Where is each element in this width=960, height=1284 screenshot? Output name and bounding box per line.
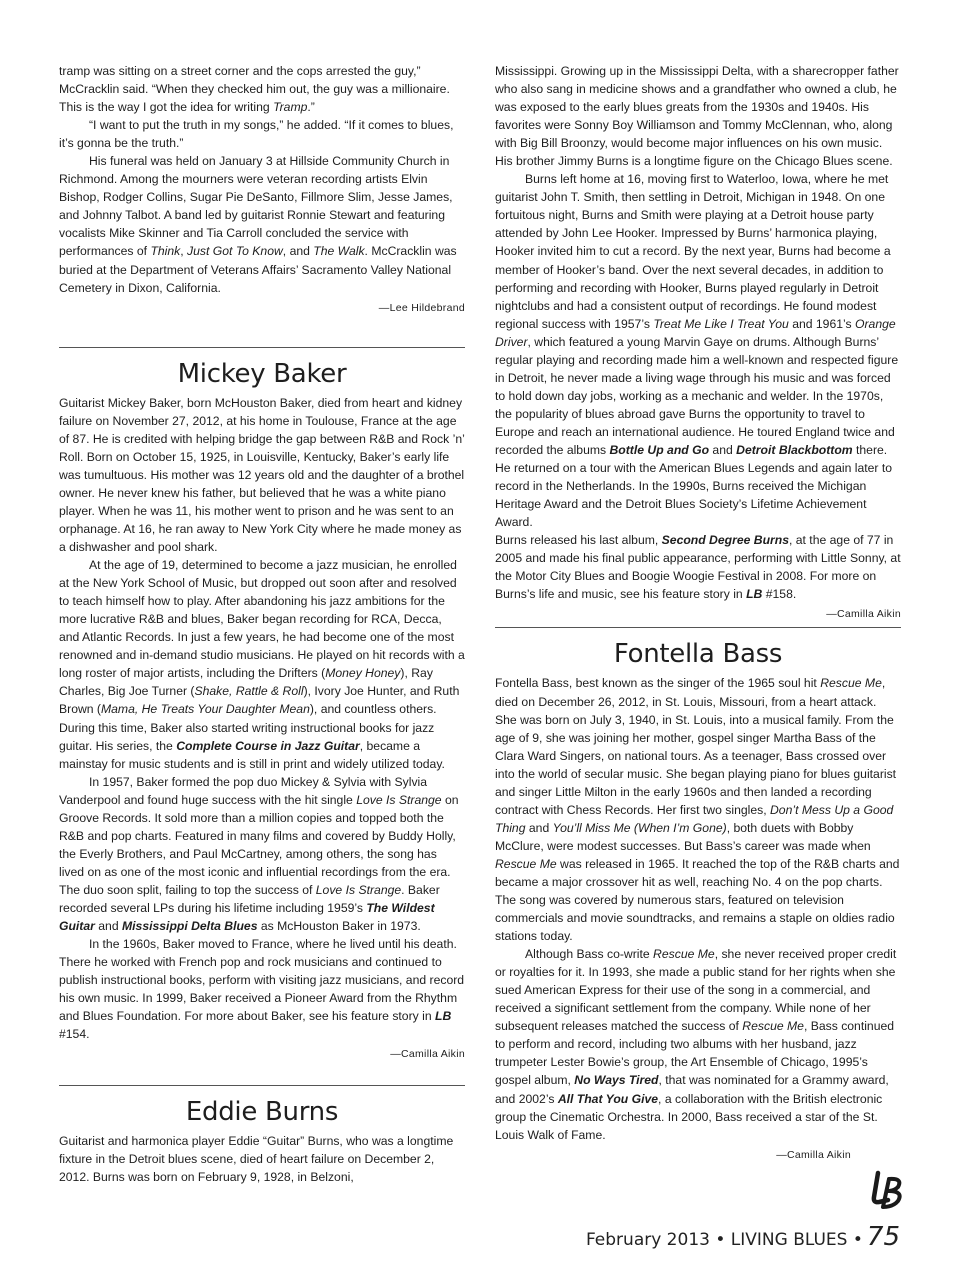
section-divider — [495, 627, 901, 628]
author-signature: —Camilla Aikin — [390, 1048, 465, 1061]
magazine-abbrev: LB — [435, 1009, 452, 1024]
song-title: Treat Me Like I Treat You — [653, 316, 789, 331]
section-divider — [59, 347, 465, 348]
song-title: Orange Driver — [495, 316, 896, 349]
album-title: Mississippi Delta Blues — [122, 919, 258, 934]
baker-paragraph: Guitarist Mickey Baker, born McHouston Baker, died from heart and kidney failure on November 27, 2012, at his home in Toulouse, France at the age of 87. He is credited with helping bridge the gap between R&B and Rock ’n’ Roll. Born on October 15, 1925, in Louisville, Kentucky, Baker’s early life was tumultuous. His mother was 12 years old and the daughter of a brothel owner. He never knew his father, but believed that he was a white piano player. When he was 11, his mother went to prison and he was sent to an orphanage. At 16, he ran away to New York City where he made money as a dishwasher and pool shark. — [59, 395, 465, 555]
album-title: The Wildest Guitar — [59, 900, 435, 934]
song-title: Don’t Mess Up a Good Thing — [495, 802, 894, 835]
song-title: Love Is Strange — [356, 792, 442, 807]
album-title: All That You Give — [557, 1091, 659, 1106]
song-title: Shake, Rattle & Roll — [194, 684, 304, 699]
mccracklin-paragraph: tramp was sitting on a street corner and the cops arrested the guy,” McCracklin said. “When they checked him out, the guy was a millionaire. This is the way I got the idea for writing Tramp.” — [59, 64, 450, 115]
baker-paragraph: At the age of 19, determined to become a jazz musician, he enrolled at the New York School of Music, but dropped out soon after and resolved to teach himself how to play. After abandoning his jazz ambitions for the more lucrative R&B and blues, Baker began recording for RCA, Decca, and Atlantic Records. In just a few years, he had become one of the most renowned and in-demand studio musicians. He played on hit records with a long roster of major artists, including the Drifters (Money Honey), Ray Charles, Big Joe Turner (Shake, Rattle & Roll), Ivory Joe Hunter, and Ruth Brown (Mama, He Treats Your Daughter Mean), and countless others. During this time, Baker also started writing instructional books for jazz guitar. His series, the Complete Course in Jazz Guitar, became a mainstay for music students and is still in print and widely utilized today. — [59, 558, 465, 771]
burns-paragraph: Guitarist and harmonica player Eddie “Guitar” Burns, who was a longtime fixture in the Detroit blues scene, died of heart failure on December 2, 2012. Burns was born on February 9, 1928, in Belzoni, — [59, 1134, 454, 1185]
song-title: Rescue Me — [742, 1019, 804, 1034]
song-title: Love Is Strange — [315, 882, 402, 897]
mccracklin-paragraph: “I want to put the truth in my songs,” he added. “If it comes to blues, it’s gonna be the truth.” — [59, 118, 454, 151]
song-title: Tramp — [273, 100, 308, 115]
book-title: Complete Course in Jazz Guitar — [176, 738, 360, 753]
living-blues-logo-icon — [869, 1170, 907, 1210]
song-title: You’ll Miss Me (When I’m Gone) — [552, 820, 727, 835]
baker-paragraph: In the 1960s, Baker moved to France, where he lived until his death. There he worked with French pop and rock musicians and continued to publish instructional books, perform with visiting jazz musicians, and record his own music. In 1999, Baker received a Pioneer Award from the Rhythm and Blues Foundation. For more about Baker, see his feature story in LB #154. — [59, 937, 465, 1042]
album-title: Second Degree Burns — [661, 533, 789, 548]
song-title: Money Honey — [325, 666, 401, 681]
album-title: No Ways Tired — [574, 1073, 659, 1088]
mccracklin-paragraph: His funeral was held on January 3 at Hillside Community Church in Richmond. Among the mourners were veteran recording artists Elvin Bishop, Rodger Collins, Sugar Pie DeSanto, Fillmore Slim, Jesse James, and Johnny Talbot. A band led by guitarist Ronnie Stewart and featuring vocalists Mike Skinner and Tia Carroll concluded the service with performances of Think, Just Got To Know, and The Walk. McCracklin was buried at the Department of Veterans Affairs’ Sacramento Valley National Cemetery in Dixon, California. — [59, 154, 457, 295]
bass-paragraph: Fontella Bass, best known as the singer of the 1965 soul hit Rescue Me, died on December 26, 2012, in St. Louis, Missouri, from a heart attack. She was born on July 3, 1940, in St. Louis, into a musical family. From the age of 9, she was joining her mother, gospel singer Martha Bass of the Clara Ward Singers, on national tours. As a teenager, Bass crossed over into the world of secular music. She began playing piano for blues guitarist and singer Little Milton in the early 1960s and then landed a recording contract with Chess Records. Her first two singles, Don’t Mess Up a Good Thing and You’ll Miss Me (When I’m Gone), both duets with Bobby McClure, were modest successes. But Bass’s career was made when Rescue Me was released in 1965. It reached the top of the R&B charts and became a major crossover hit as well, reaching No. 4 on the pop charts. The song was covered by numerous stars, featured on television commercials and movie soundtracks, and remains a staple on oldies radio stations today. — [495, 676, 900, 944]
burns-paragraph: Mississippi. Growing up in the Mississippi Delta, with a sharecropper father who also sang in medicine shows and a grandfather who owned a club, he was exposed to the early blues greats from the 1930s and 1940s. His favorites were Sonny Boy Williamson and Tommy McClennan, who, along with Big Bill Broonzy, would become major influences on his own music. His brother Jimmy Burns is a longtime figure on the Chicago Blues scene. — [495, 64, 899, 169]
baker-paragraph: In 1957, Baker formed the pop duo Mickey & Sylvia with Sylvia Vanderpool and found huge success with the hit single Love Is Strange on Groove Records. It sold more than a million copies and topped both the R&B and pop charts. Featured in many films and covered by Buddy Holly, the Everly Brothers, and Paul McCartney, among others, the song has lived on as one of the most iconic and influential recordings from the era. The duo soon split, failing to top the success of Love Is Strange. Baker recorded several LPs during his lifetime including 1959’s The Wildest Guitar and Mississippi Delta Blues as McHouston Baker in 1973. — [59, 774, 459, 934]
magazine-abbrev: LB — [746, 587, 763, 602]
left-column — [59, 62, 465, 1187]
song-title: Mama, He Treats Your Daughter Mean — [101, 702, 310, 717]
section-divider — [59, 1085, 465, 1086]
right-column — [495, 62, 901, 1164]
bass-paragraph: Although Bass co-write Rescue Me, she never received proper credit or royalties for it. In 1993, she made a public stand for her rights when she sued American Express for their use of the song in a commercial, and received a significant settlement from the company. While none of her subsequent releases matched the success of Rescue Me, Bass continued to perform and record, including two albums with her husband, jazz trumpeter Lester Bowie’s group, the Art Ensemble of Chicago, 1995’s gospel album, No Ways Tired, that was nominated for a Grammy award, and 2002’s All That You Give, a collaboration with the British electronic group the Cinematic Orchestra. In 2000, Bass received a star of the St. Louis Walk of Fame. — [495, 947, 897, 1142]
issue-line: February 2013 • LIVING BLUES • — [585, 1230, 863, 1250]
song-title: Rescue Me — [820, 676, 882, 691]
section-heading-fontella-bass: Fontella Bass — [613, 639, 783, 670]
section-heading-eddie-burns: Eddie Burns — [185, 1097, 339, 1128]
burns-paragraph: Burns left home at 16, moving first to Waterloo, Iowa, where he met guitarist John T. Smith, then settling in Detroit, Michigan in 1948. On one fortuitous night, Burns and Smith were playing at a Detroit house party attended by John Lee Hooker. Impressed by Burns’ harmonica playing, Hooker invited him to cut a record. By the next year, Burns had become a member of Hooker’s band. Over the next several decades, in addition to performing and recording with Hooker, Burns played regularly in Detroit nightclubs and had a consistent output of recordings. He found modest regional success with 1957’s Treat Me Like I Treat You and 1961’s Orange Driver, which featured a young Marvin Gaye on drums. Although Burns’ regular playing and recording made him a well-known and respected figure in Detroit, he never made a living wage through his music and was forced to hold down day jobs, working as a mechanic and welder. In the 1970s, the popularity of blues abroad gave Burns the opportunity to travel to Europe and reach an international audience. He toured England twice and recorded the albums Bottle Up and Go and Detroit Blackbottom there. He returned on a tour with the American Blues Legends and again later to record in the Netherlands. In the 1990s, Burns received the Michigan Heritage Award and the Detroit Blues Society’s Lifetime Achievement Award. — [495, 172, 899, 530]
album-title: Detroit Blackbottom — [736, 442, 853, 457]
author-signature: —Camilla Aikin — [776, 1148, 851, 1161]
author-signature: —Camilla Aikin — [826, 608, 901, 621]
burns-paragraph: Burns released his last album, Second Degree Burns, at the age of 77 in 2005 and made his final public appearance, performing with Little Sonny, at the Motor City Blues and Boogie Woogie Festival in 2008. For more on Burns’s life and music, see his feature story in LB #158. — [495, 533, 901, 602]
song-title: Think — [150, 244, 181, 259]
page-number: 75 — [866, 1222, 900, 1252]
song-title: Rescue Me — [495, 856, 557, 871]
section-heading-mickey-baker: Mickey Baker — [177, 358, 347, 389]
page-footer — [586, 1222, 900, 1252]
album-title: Bottle Up and Go — [609, 442, 710, 457]
song-title: Just Got To Know — [187, 244, 283, 259]
author-signature: —Lee Hildebrand — [378, 301, 465, 314]
song-title: The Walk — [313, 244, 365, 259]
song-title: Rescue Me — [653, 947, 715, 962]
